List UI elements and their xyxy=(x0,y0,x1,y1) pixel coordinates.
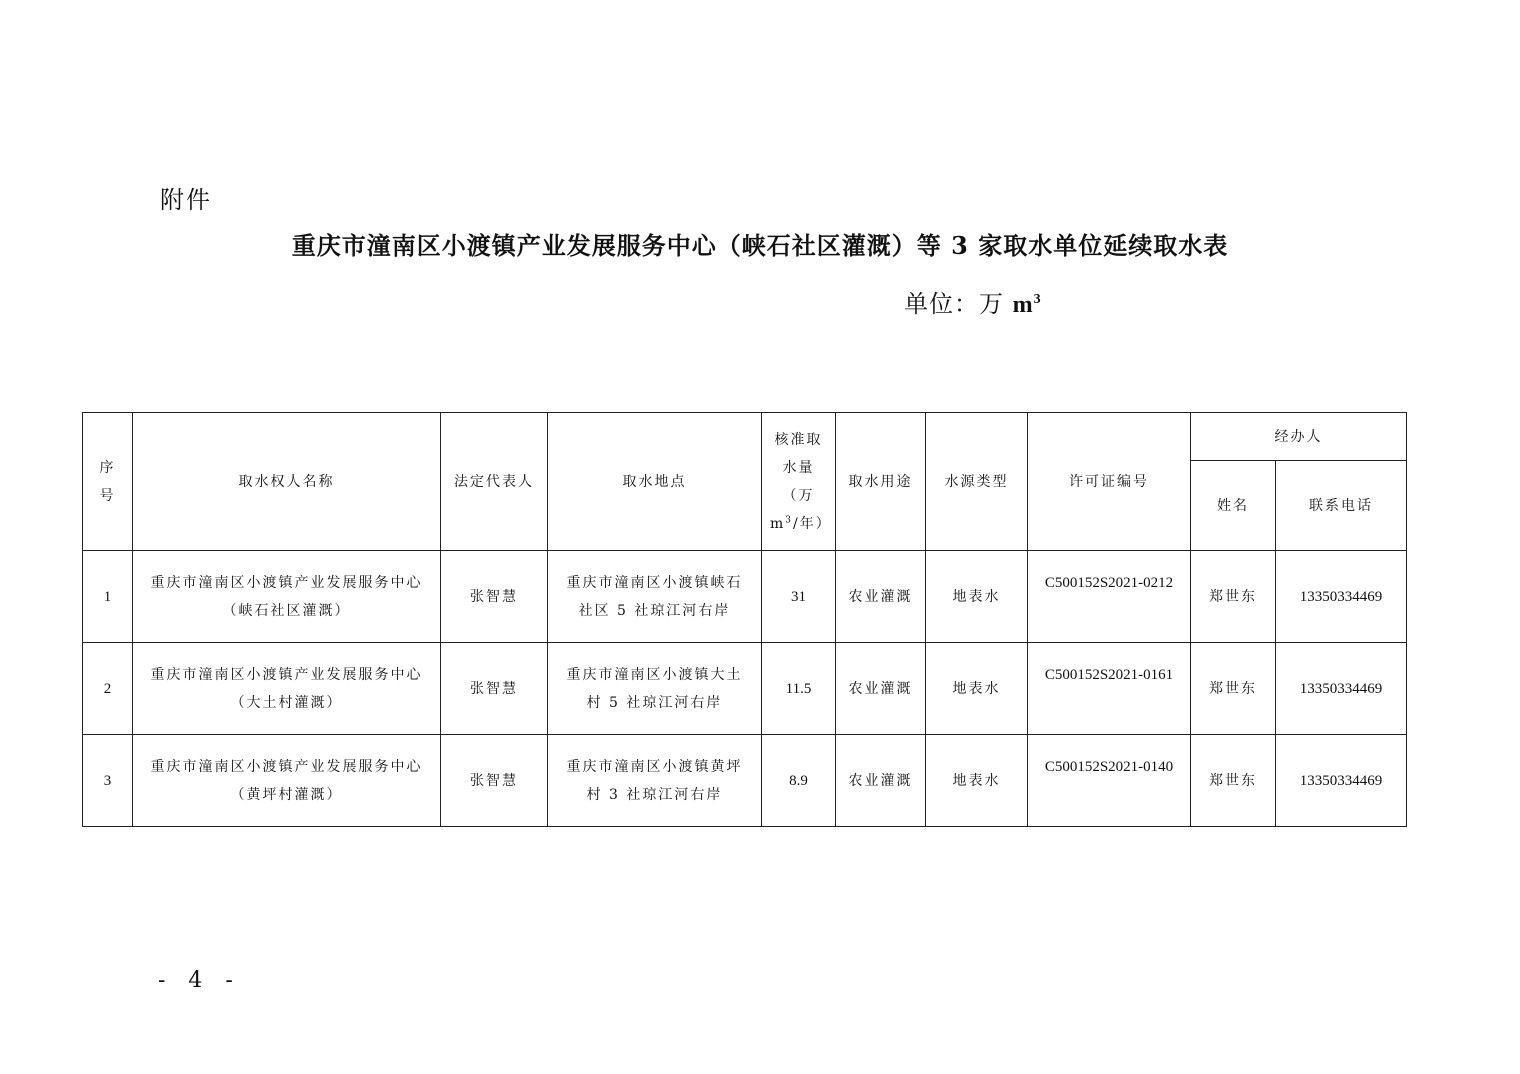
cell-handler-phone: 13350334469 xyxy=(1276,735,1407,827)
header-purpose: 取水用途 xyxy=(836,413,926,551)
cell-location: 重庆市潼南区小渡镇大土 村 5 社琼江河右岸 xyxy=(548,643,762,735)
table-row xyxy=(83,643,1407,735)
cell-license: C500152S2021-0212 xyxy=(1028,551,1191,643)
cell-holder: 重庆市潼南区小渡镇产业发展服务中心 （大土村灌溉） xyxy=(133,643,441,735)
cell-legal-rep: 张智慧 xyxy=(441,551,548,643)
cell-license: C500152S2021-0140 xyxy=(1028,735,1191,827)
cell-handler-name: 郑世东 xyxy=(1191,551,1276,643)
page-number: - 4 - xyxy=(158,968,241,993)
cell-legal-rep: 张智慧 xyxy=(441,643,548,735)
water-withdrawal-table xyxy=(82,412,1407,827)
cell-purpose: 农业灌溉 xyxy=(836,735,926,827)
table-row xyxy=(83,735,1407,827)
header-handler: 经办人 xyxy=(1191,413,1407,461)
cell-legal-rep: 张智慧 xyxy=(441,735,548,827)
cell-location: 重庆市潼南区小渡镇黄坪 村 3 社琼江河右岸 xyxy=(548,735,762,827)
header-seq: 序号 xyxy=(83,413,133,551)
header-approved-amount: 核准取水量（万 $m^3/$年） xyxy=(762,413,836,551)
table-header-row xyxy=(83,413,1407,461)
cell-seq: 2 xyxy=(83,643,133,735)
header-license: 许可证编号 xyxy=(1028,413,1191,551)
cell-handler-name: 郑世东 xyxy=(1191,735,1276,827)
cell-handler-name: 郑世东 xyxy=(1191,643,1276,735)
document-title: 重庆市潼南区小渡镇产业发展服务中心（峡石社区灌溉）等 3 家取水单位延续取水表 xyxy=(291,231,1229,260)
unit-symbol: $m^3$ xyxy=(1012,292,1042,318)
cell-handler-phone: 13350334469 xyxy=(1276,643,1407,735)
cell-holder: 重庆市潼南区小渡镇产业发展服务中心 （黄坪村灌溉） xyxy=(133,735,441,827)
cell-seq: 3 xyxy=(83,735,133,827)
cell-license: C500152S2021-0161 xyxy=(1028,643,1191,735)
cell-purpose: 农业灌溉 xyxy=(836,551,926,643)
header-holder: 取水权人名称 xyxy=(133,413,441,551)
cell-location: 重庆市潼南区小渡镇峡石 社区 5 社琼江河右岸 xyxy=(548,551,762,643)
header-location: 取水地点 xyxy=(548,413,762,551)
cell-source: 地表水 xyxy=(926,551,1028,643)
cell-amount: 11.5 xyxy=(762,643,836,735)
unit-line xyxy=(904,284,1042,319)
unit-label: 单位：万 xyxy=(904,290,1004,318)
cell-holder: 重庆市潼南区小渡镇产业发展服务中心 （峡石社区灌溉） xyxy=(133,551,441,643)
cell-source: 地表水 xyxy=(926,643,1028,735)
header-handler-phone: 联系电话 xyxy=(1276,461,1407,551)
header-source: 水源类型 xyxy=(926,413,1028,551)
table-row xyxy=(83,551,1407,643)
cell-handler-phone: 13350334469 xyxy=(1276,551,1407,643)
unit-exponent: 3 xyxy=(1033,292,1042,307)
header-legal-rep: 法定代表人 xyxy=(441,413,548,551)
cell-purpose: 农业灌溉 xyxy=(836,643,926,735)
cell-seq: 1 xyxy=(83,551,133,643)
cell-amount: 31 xyxy=(762,551,836,643)
cell-amount: 8.9 xyxy=(762,735,836,827)
header-handler-name: 姓名 xyxy=(1191,461,1276,551)
attachment-label: 附件 xyxy=(160,186,212,214)
cell-source: 地表水 xyxy=(926,735,1028,827)
